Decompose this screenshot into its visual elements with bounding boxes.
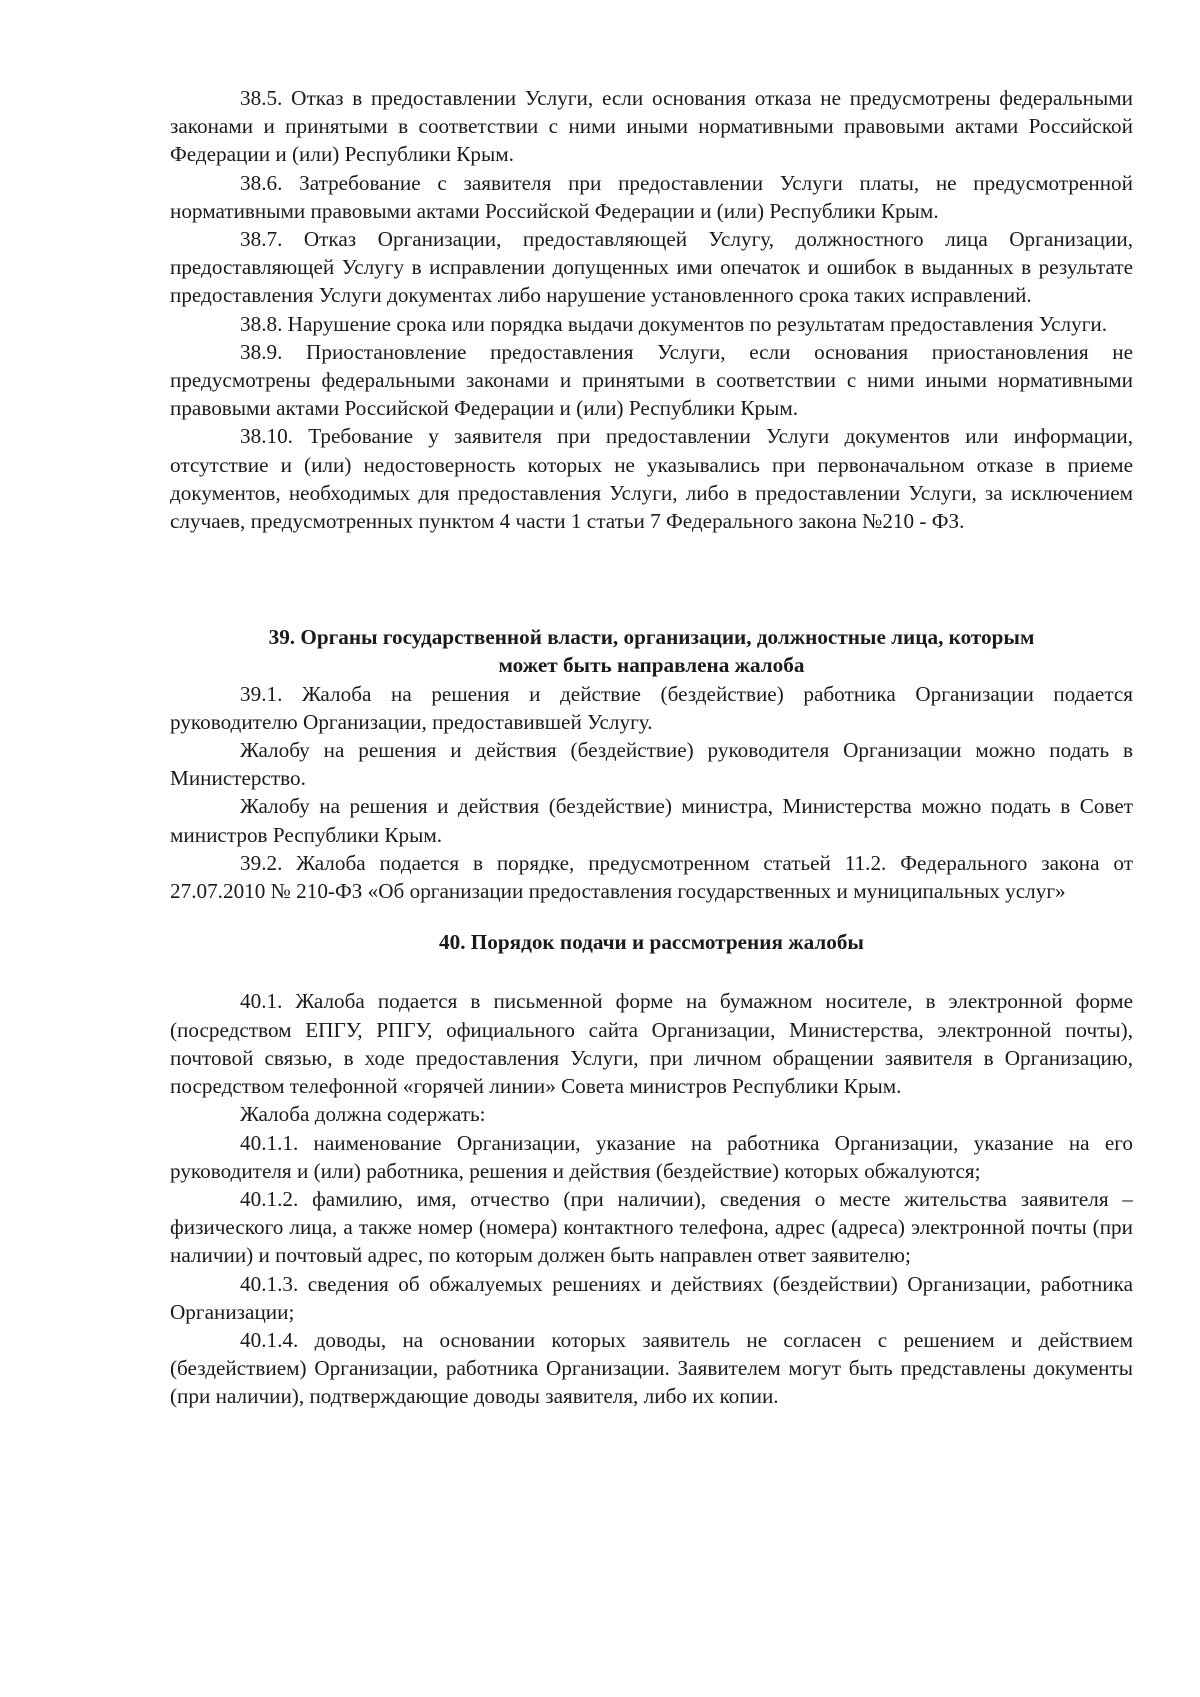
- paragraph-38-9: 38.9. Приостановление предоставления Услуги, если основания приостановления не предусмотрены федеральными законами и принятыми в соответствии с ними иными нормативными правовыми актами Российской Федерации и (или) Республики Крым.: [170, 339, 1133, 421]
- paragraph-38-6: 38.6. Затребование с заявителя при предоставлении Услуги платы, не предусмотренной нормативными правовыми актами Российской Федерации и (или) Республики Крым.: [170, 170, 1133, 223]
- paragraph-40-1-3: 40.1.3. сведения об обжалуемых решениях и действиях (бездействии) Организации, работника Организации;: [170, 1271, 1133, 1324]
- paragraph-40-1-1: 40.1.1. наименование Организации, указание на работника Организации, указание на его руководителя и (или) работника, решения и действия (бездействие) которых обжалуются;: [170, 1130, 1133, 1183]
- paragraph-39-1: 39.1. Жалоба на решения и действие (бездействие) работника Организации подается руководителю Организации, предоставившей Услугу.: [170, 681, 1133, 734]
- paragraph-39-2: 39.2. Жалоба подается в порядке, предусмотренном статьей 11.2. Федерального закона от 27.07.2010 № 210-ФЗ «Об организации предоставления государственных и муниципальных услуг»: [170, 850, 1133, 904]
- paragraph-40-1-2: 40.1.2. фамилию, имя, отчество (при наличии), сведения о месте жительства заявителя – физического лица, а также номер (номера) контактного телефона, адрес (адреса) электронной почты (при наличии) и почтовый адрес, по которым должен быть направлен ответ заявителю;: [170, 1186, 1133, 1268]
- paragraph-40-1-4: 40.1.4. доводы, на основании которых заявитель не согласен с решением и действием (бездействием) Организации, работника Организации. Заявителем могут быть представлены документы (при наличии), подтверждающие доводы заявителя, либо их копии.: [170, 1327, 1133, 1409]
- section-spacer: [170, 956, 1133, 987]
- section-heading-39-line2: может быть направлена жалоба: [498, 653, 805, 678]
- section-heading-39-line1: 39. Органы государственной власти, организации, должностные лица, которым: [268, 625, 1035, 650]
- paragraph-38-8: 38.8. Нарушение срока или порядка выдачи документов по результатам предоставления Услуги.: [240, 311, 1108, 336]
- paragraph-38-7: 38.7. Отказ Организации, предоставляющей Услугу, должностного лица Организации, предоставляющей Услугу в исправлении допущенных ими опечаток и ошибок в выданных в результате предоставления Услуги документах либо нарушение установленного срока таких исправлений.: [170, 227, 1133, 308]
- paragraph-40-1-intro: Жалоба должна содержать:: [240, 1102, 486, 1127]
- paragraph-38-10: 38.10. Требование у заявителя при предоставлении Услуги документов или информации, отсутствие и (или) недостоверность которых не указывались при первоначальном отказе в приеме документов, необходимых для предоставления Услуги, либо в предоставлении Услуги, за исключением случаев, предусмотренных пунктом 4 части 1 статьи 7 Федерального закона №210 - ФЗ.: [170, 424, 1133, 534]
- paragraph-39-1a: Жалобу на решения и действия (бездействие) руководителя Организации можно подать в Министерство.: [170, 738, 1133, 791]
- document-page: [170, 84, 1133, 1411]
- section-heading-40: 40. Порядок подачи и рассмотрения жалобы: [439, 930, 864, 955]
- paragraph-39-1b: Жалобу на решения и действия (бездействие) министра, Министерства можно подать в Совет министров Республики Крым.: [170, 794, 1133, 847]
- paragraph-40-1: 40.1. Жалоба подается в письменной форме на бумажном носителе, в электронной форме (посредством ЕПГУ, РПГУ, официального сайта Организации, Министерства, электронной почты), почтовой связью, в ходе предоставления Услуги, при личном обращении заявителя в Организацию, посредством телефонной «горячей линии» Совета министров Республики Крым.: [170, 989, 1133, 1099]
- paragraph-38-5: 38.5. Отказ в предоставлении Услуги, если основания отказа не предусмотрены федеральными законами и принятыми в соответствии с ними иными нормативными правовыми актами Российской Федерации и (или) Республики Крым.: [170, 86, 1133, 167]
- section-spacer: [170, 535, 1133, 623]
- section-spacer: [170, 905, 1133, 928]
